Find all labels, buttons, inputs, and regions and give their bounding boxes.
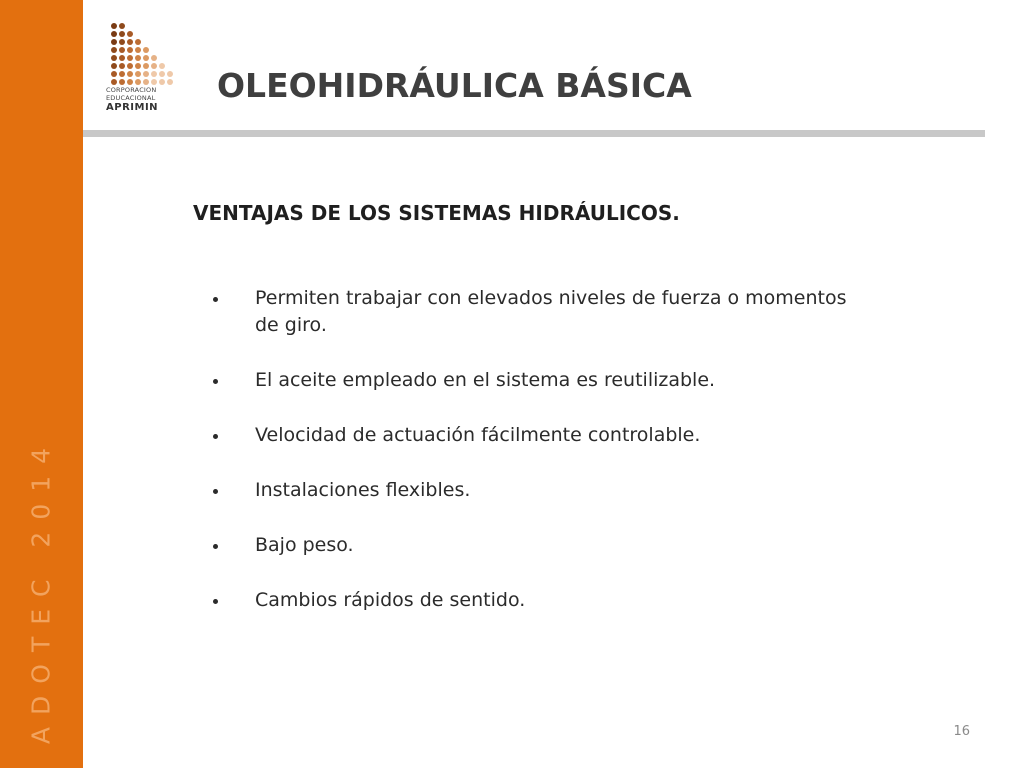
logo-dot: [127, 55, 133, 61]
sidebar-band: [0, 0, 83, 768]
bullet-dot-icon: [213, 434, 218, 439]
logo-dot: [111, 47, 117, 53]
logo-text: [106, 86, 174, 114]
logo-line-1: CORPORACION: [106, 86, 157, 94]
logo-line-2: EDUCACIONAL: [106, 94, 156, 102]
bullet-text: El aceite empleado en el sistema es reutilizable.: [255, 369, 716, 391]
logo-dot: [127, 39, 133, 45]
logo-dot: [151, 71, 157, 77]
logo-dot: [127, 47, 133, 53]
logo-dot: [111, 39, 117, 45]
bullet-text: Instalaciones flexibles.: [255, 479, 471, 501]
bullet-dot-icon: [213, 379, 218, 384]
logo-dot: [111, 31, 117, 37]
list-item: [213, 587, 873, 614]
page-number: 16: [953, 724, 970, 739]
logo-dot: [143, 63, 149, 69]
logo-dot: [159, 63, 165, 69]
list-item: [213, 367, 873, 394]
logo-dot: [135, 79, 141, 85]
logo-dot: [151, 79, 157, 85]
logo-dot: [143, 55, 149, 61]
logo-dot: [111, 71, 117, 77]
logo-dot: [119, 71, 125, 77]
section-subtitle: VENTAJAS DE LOS SISTEMAS HIDRÁULICOS.: [193, 201, 680, 225]
logo-dot: [151, 55, 157, 61]
logo-dot: [127, 63, 133, 69]
bullet-dot-icon: [213, 544, 218, 549]
page-title: OLEOHIDRÁULICA BÁSICA: [217, 66, 692, 105]
logo-dot: [143, 71, 149, 77]
bullet-dot-icon: [213, 599, 218, 604]
list-item: [213, 477, 873, 504]
logo-dot: [119, 55, 125, 61]
logo-dot: [151, 63, 157, 69]
logo-dot: [167, 71, 173, 77]
logo-dot: [167, 79, 173, 85]
bullet-text: Velocidad de actuación fácilmente controlable.: [255, 424, 701, 446]
logo-dot: [119, 63, 125, 69]
logo-dot: [159, 71, 165, 77]
logo-dot: [119, 31, 125, 37]
logo-dot: [143, 79, 149, 85]
sidebar-vertical-text: ADOTEC 2014: [26, 435, 56, 745]
logo-dot: [111, 55, 117, 61]
bullet-text: Cambios rápidos de sentido.: [255, 589, 526, 611]
list-item: [213, 285, 873, 339]
title-divider: [83, 130, 985, 137]
list-item: [213, 532, 873, 559]
list-item: [213, 422, 873, 449]
logo-dot: [135, 55, 141, 61]
logo-dot: [127, 71, 133, 77]
logo-dot: [135, 39, 141, 45]
bullet-dot-icon: [213, 297, 218, 302]
logo-dot: [111, 23, 117, 29]
logo-dot: [135, 47, 141, 53]
logo-dot-grid-icon: [110, 22, 174, 86]
logo-dot: [127, 79, 133, 85]
bullet-text: Permiten trabajar con elevados niveles de fuerza o momentos de giro.: [255, 287, 847, 336]
logo-dot: [119, 39, 125, 45]
logo-dot: [119, 23, 125, 29]
logo-dot: [119, 47, 125, 53]
aprimin-logo: [106, 22, 174, 118]
logo-brand: APRIMIN: [106, 102, 159, 113]
logo-dot: [127, 31, 133, 37]
bullet-list: [213, 285, 873, 642]
logo-dot: [119, 79, 125, 85]
logo-dot: [135, 71, 141, 77]
logo-dot: [135, 63, 141, 69]
logo-dot: [143, 47, 149, 53]
bullet-text: Bajo peso.: [255, 534, 354, 556]
bullet-dot-icon: [213, 489, 218, 494]
logo-dot: [159, 79, 165, 85]
logo-dot: [111, 63, 117, 69]
logo-dot: [111, 79, 117, 85]
